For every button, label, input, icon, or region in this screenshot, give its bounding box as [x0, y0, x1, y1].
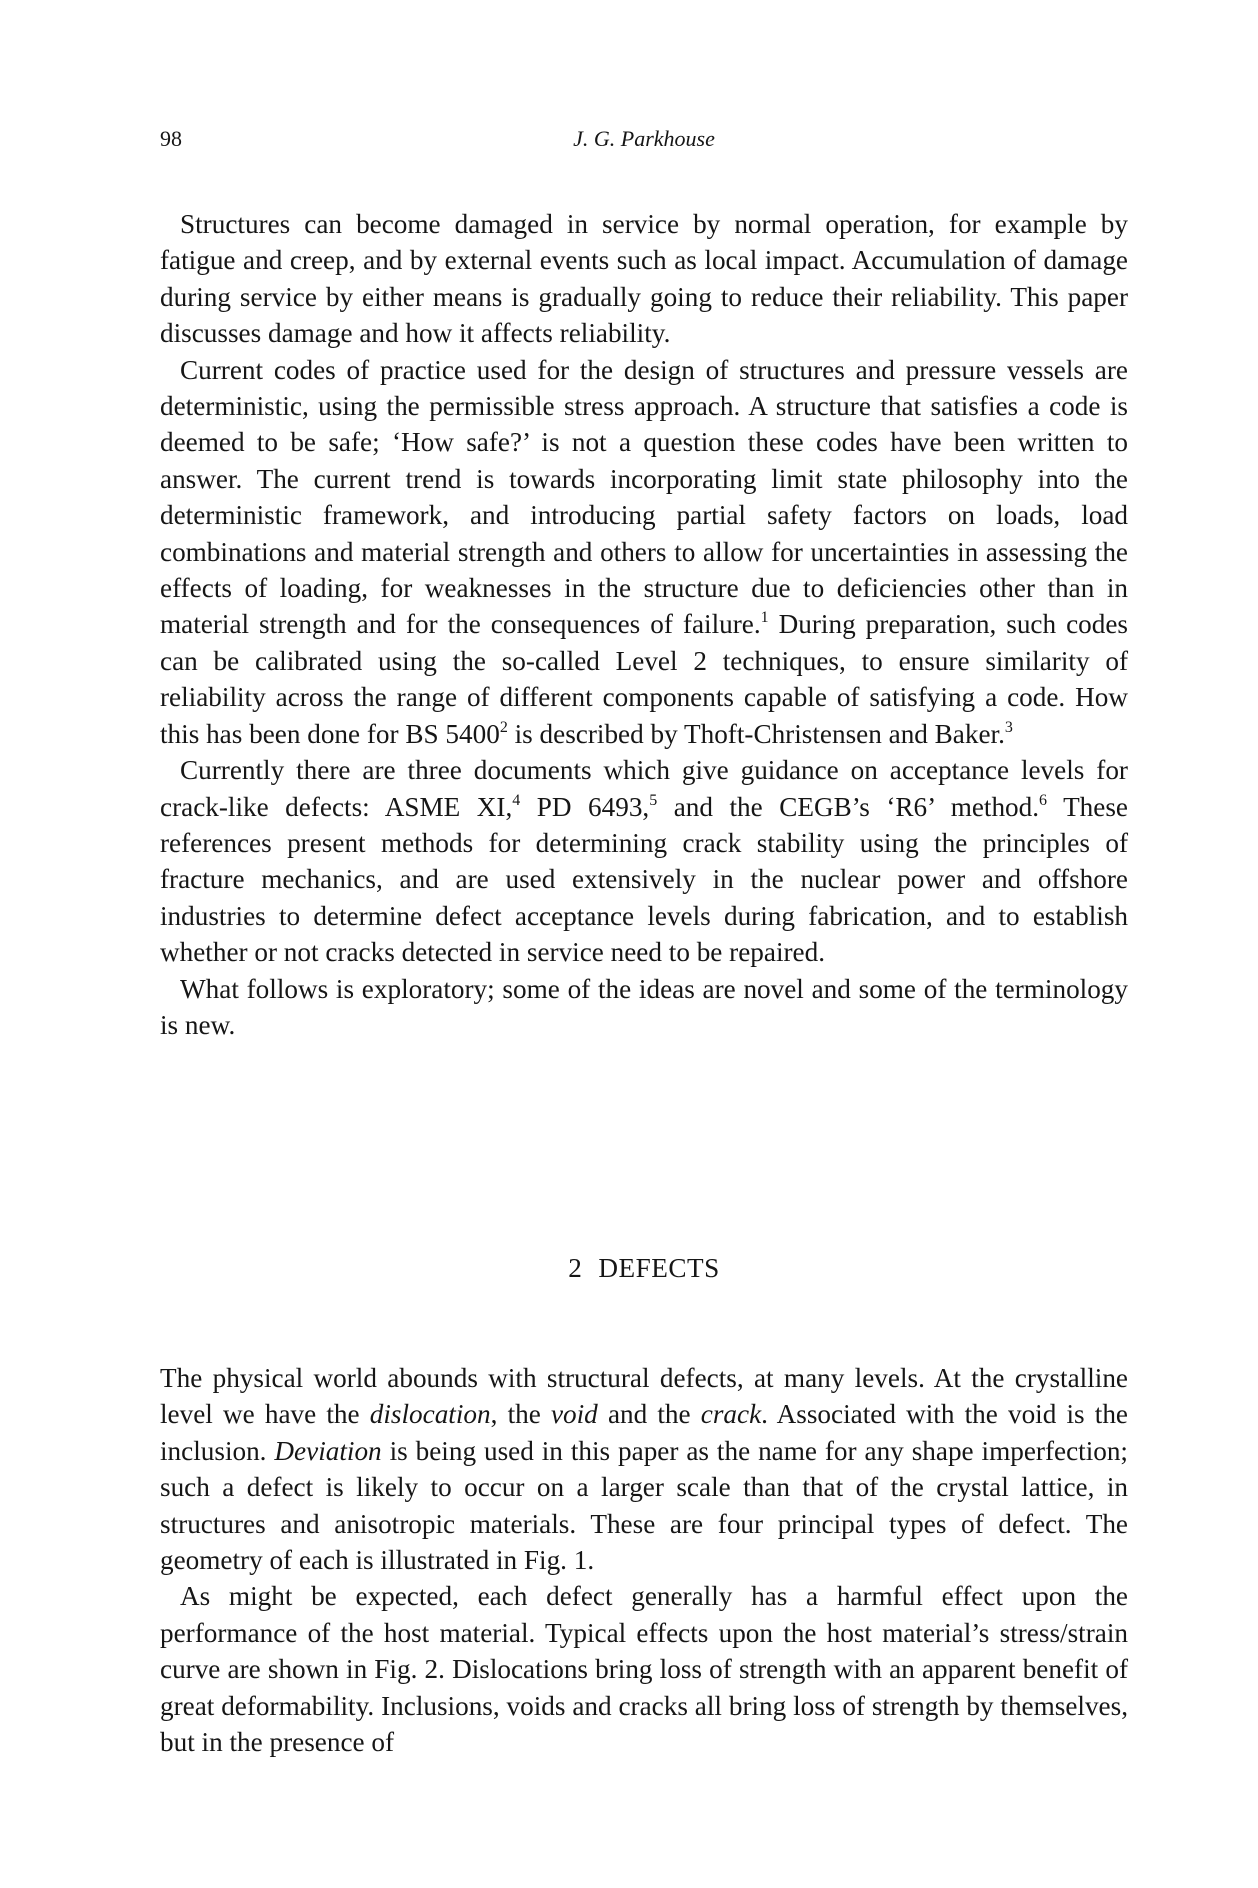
emphasis: Deviation	[274, 1435, 382, 1466]
text-run: and the CEGB’s ‘R6’ method.	[657, 791, 1040, 822]
text-run: PD 6493,	[520, 791, 650, 822]
intro-paragraph-4: What follows is exploratory; some of the ideas are novel and some of the terminology is new.	[160, 973, 1128, 1040]
section-heading	[160, 1253, 1128, 1284]
emphasis: void	[550, 1399, 598, 1430]
text-run: is described by Thoft-Christensen and Baker.	[507, 718, 1005, 749]
footnote-ref: 5	[649, 791, 658, 809]
text-run: Current codes of practice used for the design of structures and pressure vessels are deterministic, using the permissible stress approach. A structure that satisfies a code is deemed to be safe; ‘How safe?’ is not a question these codes have been written to answer. The current trend is towards incorporating limit state philosophy into the deterministic framework, and introducing partial safety factors on loads, load combinations and material strength and others to allow for uncertainties in assessing the effects of loading, for weaknesses in the structure due to deficiencies other than in material strength and for the consequences of failure.	[160, 354, 1128, 640]
emphasis: crack	[700, 1399, 762, 1430]
running-head	[160, 126, 1128, 166]
text-run: . Associated with the void is the inclusion.	[160, 1399, 1128, 1466]
section-title: DEFECTS	[598, 1253, 720, 1283]
footnote-ref: 3	[1004, 718, 1013, 736]
text-run: , the	[490, 1399, 551, 1430]
section-number: 2	[568, 1253, 583, 1283]
text-run: and the	[597, 1399, 701, 1430]
intro-section	[160, 206, 1128, 1043]
text-run: During preparation, such codes can be calibrated using the so-called Level 2 techniques, to ensure similarity of reliability across the range of different components capable of satisfying a code. How this has been done for BS 5400	[160, 609, 1128, 749]
footnote-ref: 2	[499, 718, 508, 736]
defects-paragraph-2: As might be expected, each defect generally has a harmful effect upon the performance of the host material. Typical effects upon the host material’s stress/strain curve are shown in Fig. 2. Dislocations bring loss of strength with an apparent benefit of great deformability. Inclusions, voids and cracks all bring loss of strength by themselves, but in the presence of	[160, 1581, 1128, 1758]
footnote-ref: 1	[760, 609, 769, 627]
intro-paragraph-2	[160, 352, 1128, 752]
page-number: 98	[160, 126, 182, 151]
text-run: Currently there are three documents which give guidance on acceptance levels for crack-like defects: ASME XI,	[160, 755, 1128, 822]
emphasis: dislocation	[369, 1399, 491, 1430]
intro-paragraph-3	[160, 752, 1128, 970]
defects-paragraph-1	[160, 1360, 1128, 1578]
footnote-ref: 4	[512, 791, 521, 809]
text-run: is being used in this paper as the name for any shape imperfection; such a defect is likely to occur on a larger scale than that of the crystal lattice, in structures and anisotropic materials. These are four principal types of defect. The geometry of each is illustrated in Fig. 1.	[160, 1435, 1128, 1576]
text-run: The physical world abounds with structural defects, at many levels. At the crystalline level we have the	[160, 1363, 1128, 1430]
defects-section	[160, 1360, 1128, 1760]
running-title: J. G. Parkhouse	[573, 126, 715, 151]
footnote-ref: 6	[1039, 791, 1048, 809]
text-run: These references present methods for determining crack stability using the principles of fracture mechanics, and are used extensively in the nuclear power and offshore industries to determine defect acceptance levels during fabrication, and to establish whether or not cracks detected in service need to be repaired.	[160, 791, 1128, 968]
intro-paragraph-1: Structures can become damaged in service by normal operation, for example by fatigue and creep, and by external events such as local impact. Accumulation of damage during service by either means is gradually going to reduce their reliability. This paper discusses damage and how it affects reliability.	[160, 209, 1128, 349]
